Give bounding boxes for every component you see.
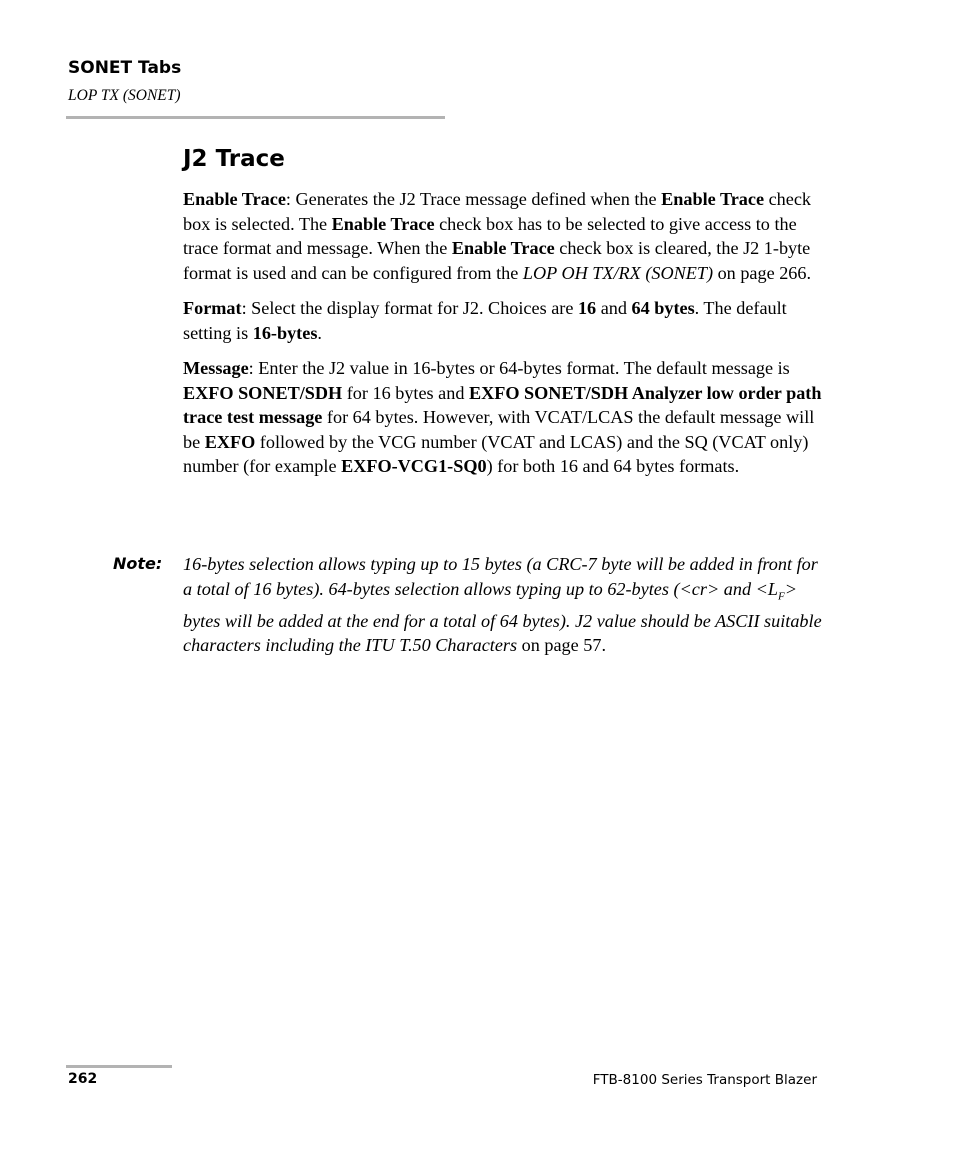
text-run: for 16 bytes and — [342, 382, 469, 403]
text-run: : Enter the J2 value in 16-bytes or 64-bytes format. The default message is — [248, 358, 790, 378]
text-run: on page 266. — [713, 262, 812, 283]
bold-term: Enable Trace — [331, 213, 435, 234]
text-run: for 64 bytes. However, with VCAT/LCAS the default message will be — [183, 407, 815, 452]
text-run: : Generates the J2 Trace message defined when the — [285, 189, 662, 209]
text-run: ) for both 16 and 64 bytes formats. — [486, 456, 740, 476]
cross-reference[interactable]: LOP OH TX/RX (SONET) — [522, 262, 714, 283]
note-text — [183, 552, 825, 658]
bold-term: 16-bytes — [252, 322, 318, 343]
text-run: . The default setting is — [183, 298, 787, 343]
running-header-section: SONET Tabs — [68, 58, 182, 78]
text-run: and — [596, 298, 632, 318]
bold-term: EXFO-VCG1-SQ0 — [341, 456, 487, 476]
bold-term: Enable Trace — [451, 238, 555, 258]
text-run: check box has to be selected to give access to the trace format and message. When the — [183, 213, 797, 258]
bold-term: Enable Trace — [661, 189, 765, 209]
header-divider — [66, 116, 445, 119]
bold-term: EXFO — [204, 431, 256, 452]
note-block — [113, 552, 825, 658]
page-number: 262 — [68, 1071, 98, 1087]
footer-divider — [66, 1065, 172, 1068]
text-run: check box is selected. The — [183, 189, 811, 234]
footer-title: FTB-8100 Series Transport Blazer — [592, 1072, 817, 1088]
text-run: : Select the display format for J2. Choices are — [241, 298, 578, 318]
bold-term: 64 bytes — [631, 298, 695, 318]
text-run: followed by the VCG number (VCAT and LCAS) and the SQ (VCAT only) number (for example — [183, 431, 809, 476]
text-run: > bytes will be added at the end for a total of 64 bytes). J2 value should be ASCII suitable characters including the ITU T.50 Characters — [183, 578, 822, 656]
paragraph — [183, 356, 823, 479]
bold-term: Message — [183, 358, 249, 378]
note-label: Note: — [113, 554, 163, 573]
text-run: on page 57. — [517, 635, 606, 656]
paragraph — [183, 296, 823, 345]
body-text — [183, 187, 823, 490]
text-run: . — [317, 322, 322, 343]
bold-term: EXFO SONET/SDH — [183, 382, 343, 403]
bold-term: Enable Trace — [183, 189, 286, 209]
bold-term: Format — [183, 298, 242, 318]
paragraph — [183, 187, 823, 285]
section-heading: J2 Trace — [183, 146, 285, 172]
text-run: F — [778, 590, 785, 603]
text-run: check box is cleared, the J2 1-byte format is used and can be configured from the — [183, 238, 811, 283]
running-header-subsection: LOP TX (SONET) — [68, 87, 181, 104]
bold-term: EXFO SONET/SDH Analyzer low order path trace test message — [183, 382, 822, 427]
bold-term: 16 — [577, 298, 597, 318]
text-run: 16-bytes selection allows typing up to 15 bytes (a CRC-7 byte will be added in front for a total of 16 bytes). 64-bytes selection allows typing up to 62-bytes (<cr> and <L — [183, 554, 818, 599]
